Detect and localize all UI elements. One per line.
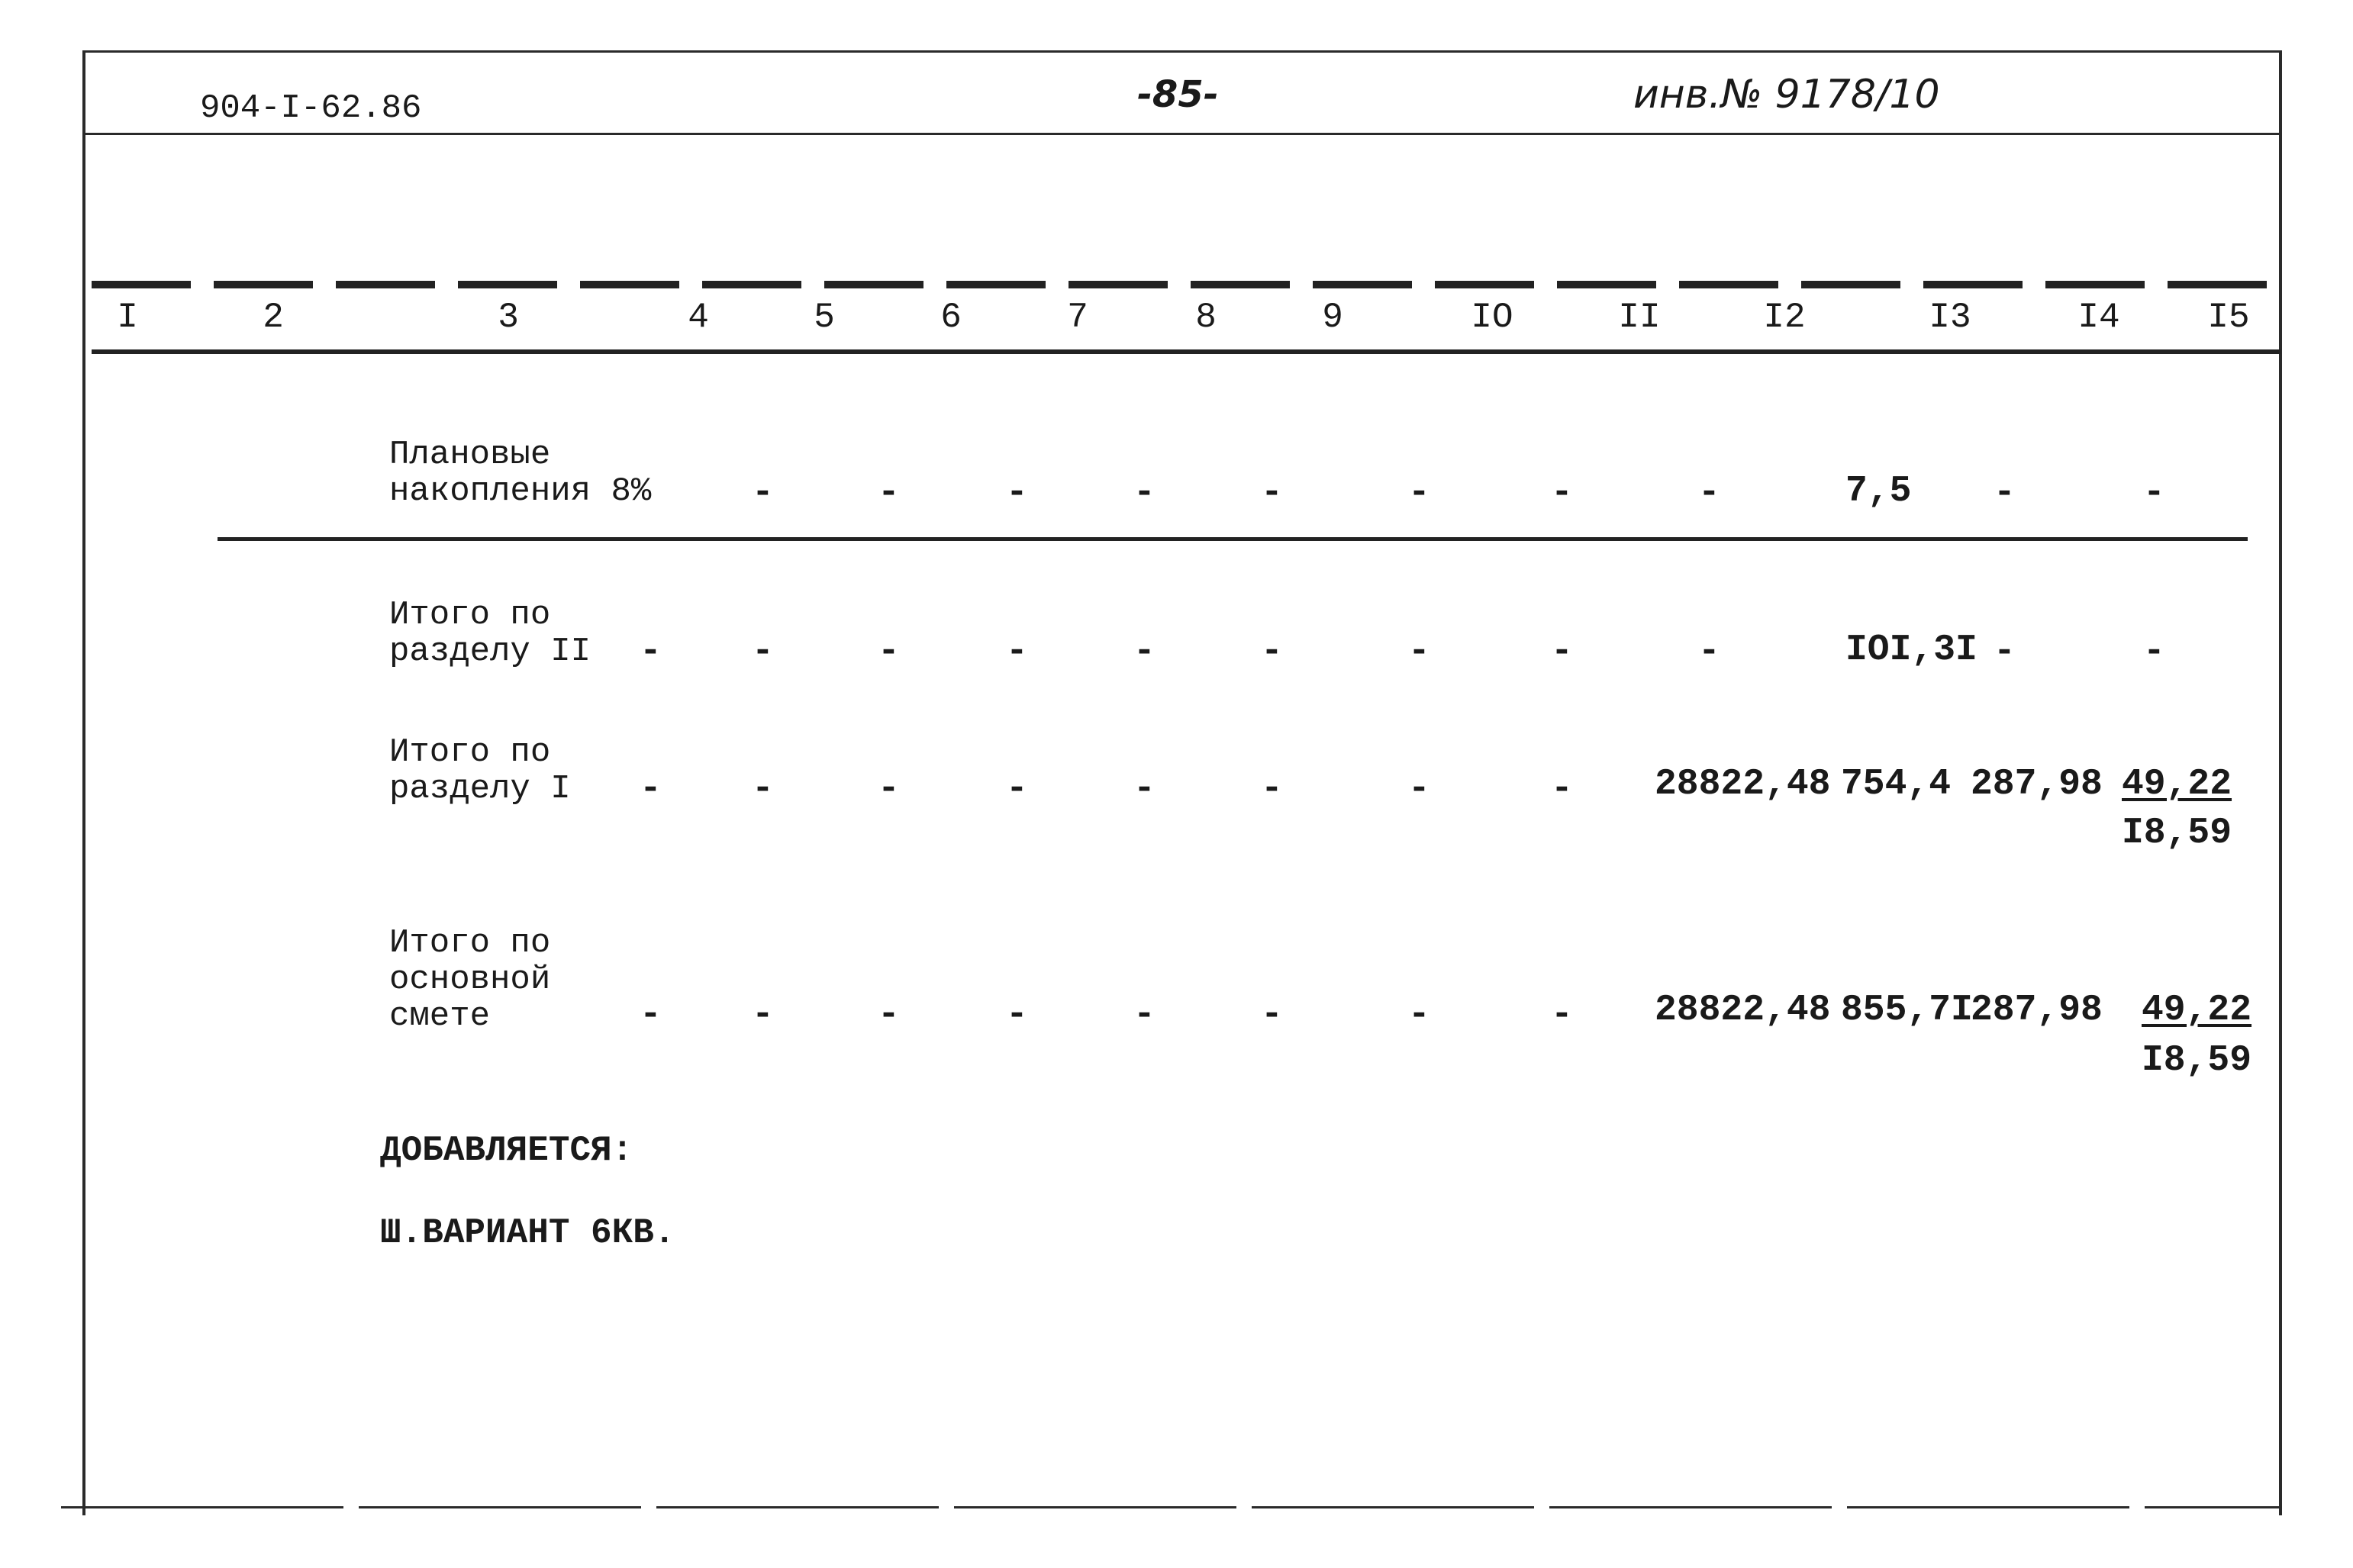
- dash: -: [2143, 631, 2165, 672]
- dash: -: [878, 631, 900, 672]
- row-label: Итого по разделу I: [389, 733, 571, 808]
- document-code: 904-I-62.86: [200, 89, 422, 127]
- row-value-col12: 28822,48: [1655, 990, 1831, 1031]
- dash: -: [640, 768, 662, 810]
- dash: -: [1994, 631, 2016, 672]
- column-number-6: 6: [940, 298, 962, 337]
- row-value-col12: 28822,48: [1655, 764, 1831, 805]
- dash: -: [1261, 768, 1283, 810]
- row-value-col13: IOI,3I: [1845, 629, 1977, 671]
- note-variant: Ш.ВАРИАНТ 6КВ.: [380, 1213, 675, 1253]
- dash: -: [1133, 631, 1156, 672]
- column-number-7: 7: [1067, 298, 1088, 337]
- dash: -: [752, 994, 774, 1035]
- column-number-14: I4: [2077, 298, 2120, 337]
- dash: -: [1408, 631, 1430, 672]
- dash: -: [1006, 631, 1028, 672]
- column-number-12: I2: [1763, 298, 1806, 337]
- dash: -: [1408, 472, 1430, 514]
- row-value-col13: 855,7I: [1841, 990, 1973, 1031]
- dash: -: [640, 631, 662, 672]
- dash: -: [1006, 768, 1028, 810]
- column-number-2: 2: [263, 298, 284, 337]
- dash: -: [1133, 472, 1156, 514]
- dash: -: [1551, 631, 1573, 672]
- row-separator-rule: [218, 537, 2248, 541]
- inventory-number: инв.№ 9178/10: [1633, 72, 1940, 118]
- column-number-13: I3: [1929, 298, 1971, 337]
- dash: -: [1408, 994, 1430, 1035]
- column-number-5: 5: [814, 298, 835, 337]
- header-rule: [85, 133, 2279, 135]
- dash: -: [752, 768, 774, 810]
- dash: -: [878, 768, 900, 810]
- dash: -: [1261, 472, 1283, 514]
- row-value-col15-numerator: 49,22: [2142, 990, 2252, 1031]
- row-value-col13: 754,4: [1841, 764, 1952, 805]
- dash: -: [1551, 472, 1573, 514]
- column-number-8: 8: [1195, 298, 1217, 337]
- dash: -: [1551, 768, 1573, 810]
- row-value-col14: 287,98: [1971, 990, 2103, 1031]
- frame-left-border: [82, 50, 85, 1515]
- dash: -: [1551, 994, 1573, 1035]
- dash: -: [640, 994, 662, 1035]
- frame-right-border: [2279, 50, 2282, 1515]
- dash: -: [1006, 994, 1028, 1035]
- dash: -: [1006, 472, 1028, 514]
- column-number-3: 3: [498, 298, 519, 337]
- dash: -: [1261, 631, 1283, 672]
- row-value-col14: 287,98: [1971, 764, 2103, 805]
- row-label: Итого по разделу II: [389, 596, 591, 671]
- dash: -: [1698, 631, 1720, 672]
- frame-top-border: [84, 50, 2282, 53]
- dash: -: [1408, 768, 1430, 810]
- column-number-1: I: [117, 298, 138, 337]
- row-value-col15-numerator: 49,22: [2122, 764, 2232, 805]
- frame-bottom-border: [61, 1506, 2282, 1508]
- column-number-9: 9: [1322, 298, 1343, 337]
- column-number-10: IO: [1471, 298, 1513, 337]
- note-added: ДОБАВЛЯЕТСЯ:: [380, 1131, 633, 1170]
- dash: -: [1261, 994, 1283, 1035]
- row-label: Плановые накопления 8%: [389, 436, 652, 510]
- dash: -: [2143, 472, 2165, 514]
- dash: -: [752, 631, 774, 672]
- page-number: -85-: [1137, 73, 1219, 116]
- dash: -: [1133, 768, 1156, 810]
- row-value-col13: 7,5: [1845, 471, 1912, 512]
- dash: -: [1133, 994, 1156, 1035]
- row-value-col15-denominator: I8,59: [2142, 1040, 2252, 1081]
- dash: -: [1698, 472, 1720, 514]
- column-number-15: I5: [2207, 298, 2250, 337]
- column-number-4: 4: [688, 298, 709, 337]
- column-header-top-rule: [92, 281, 2280, 288]
- dash: -: [878, 994, 900, 1035]
- dash: -: [878, 472, 900, 514]
- row-label: Итого по основной смете: [389, 924, 551, 1035]
- dash: -: [1994, 472, 2016, 514]
- column-number-11: II: [1618, 298, 1661, 337]
- column-header-bottom-rule: [92, 349, 2280, 354]
- dash: -: [752, 472, 774, 514]
- row-value-col15-denominator: I8,59: [2122, 813, 2232, 854]
